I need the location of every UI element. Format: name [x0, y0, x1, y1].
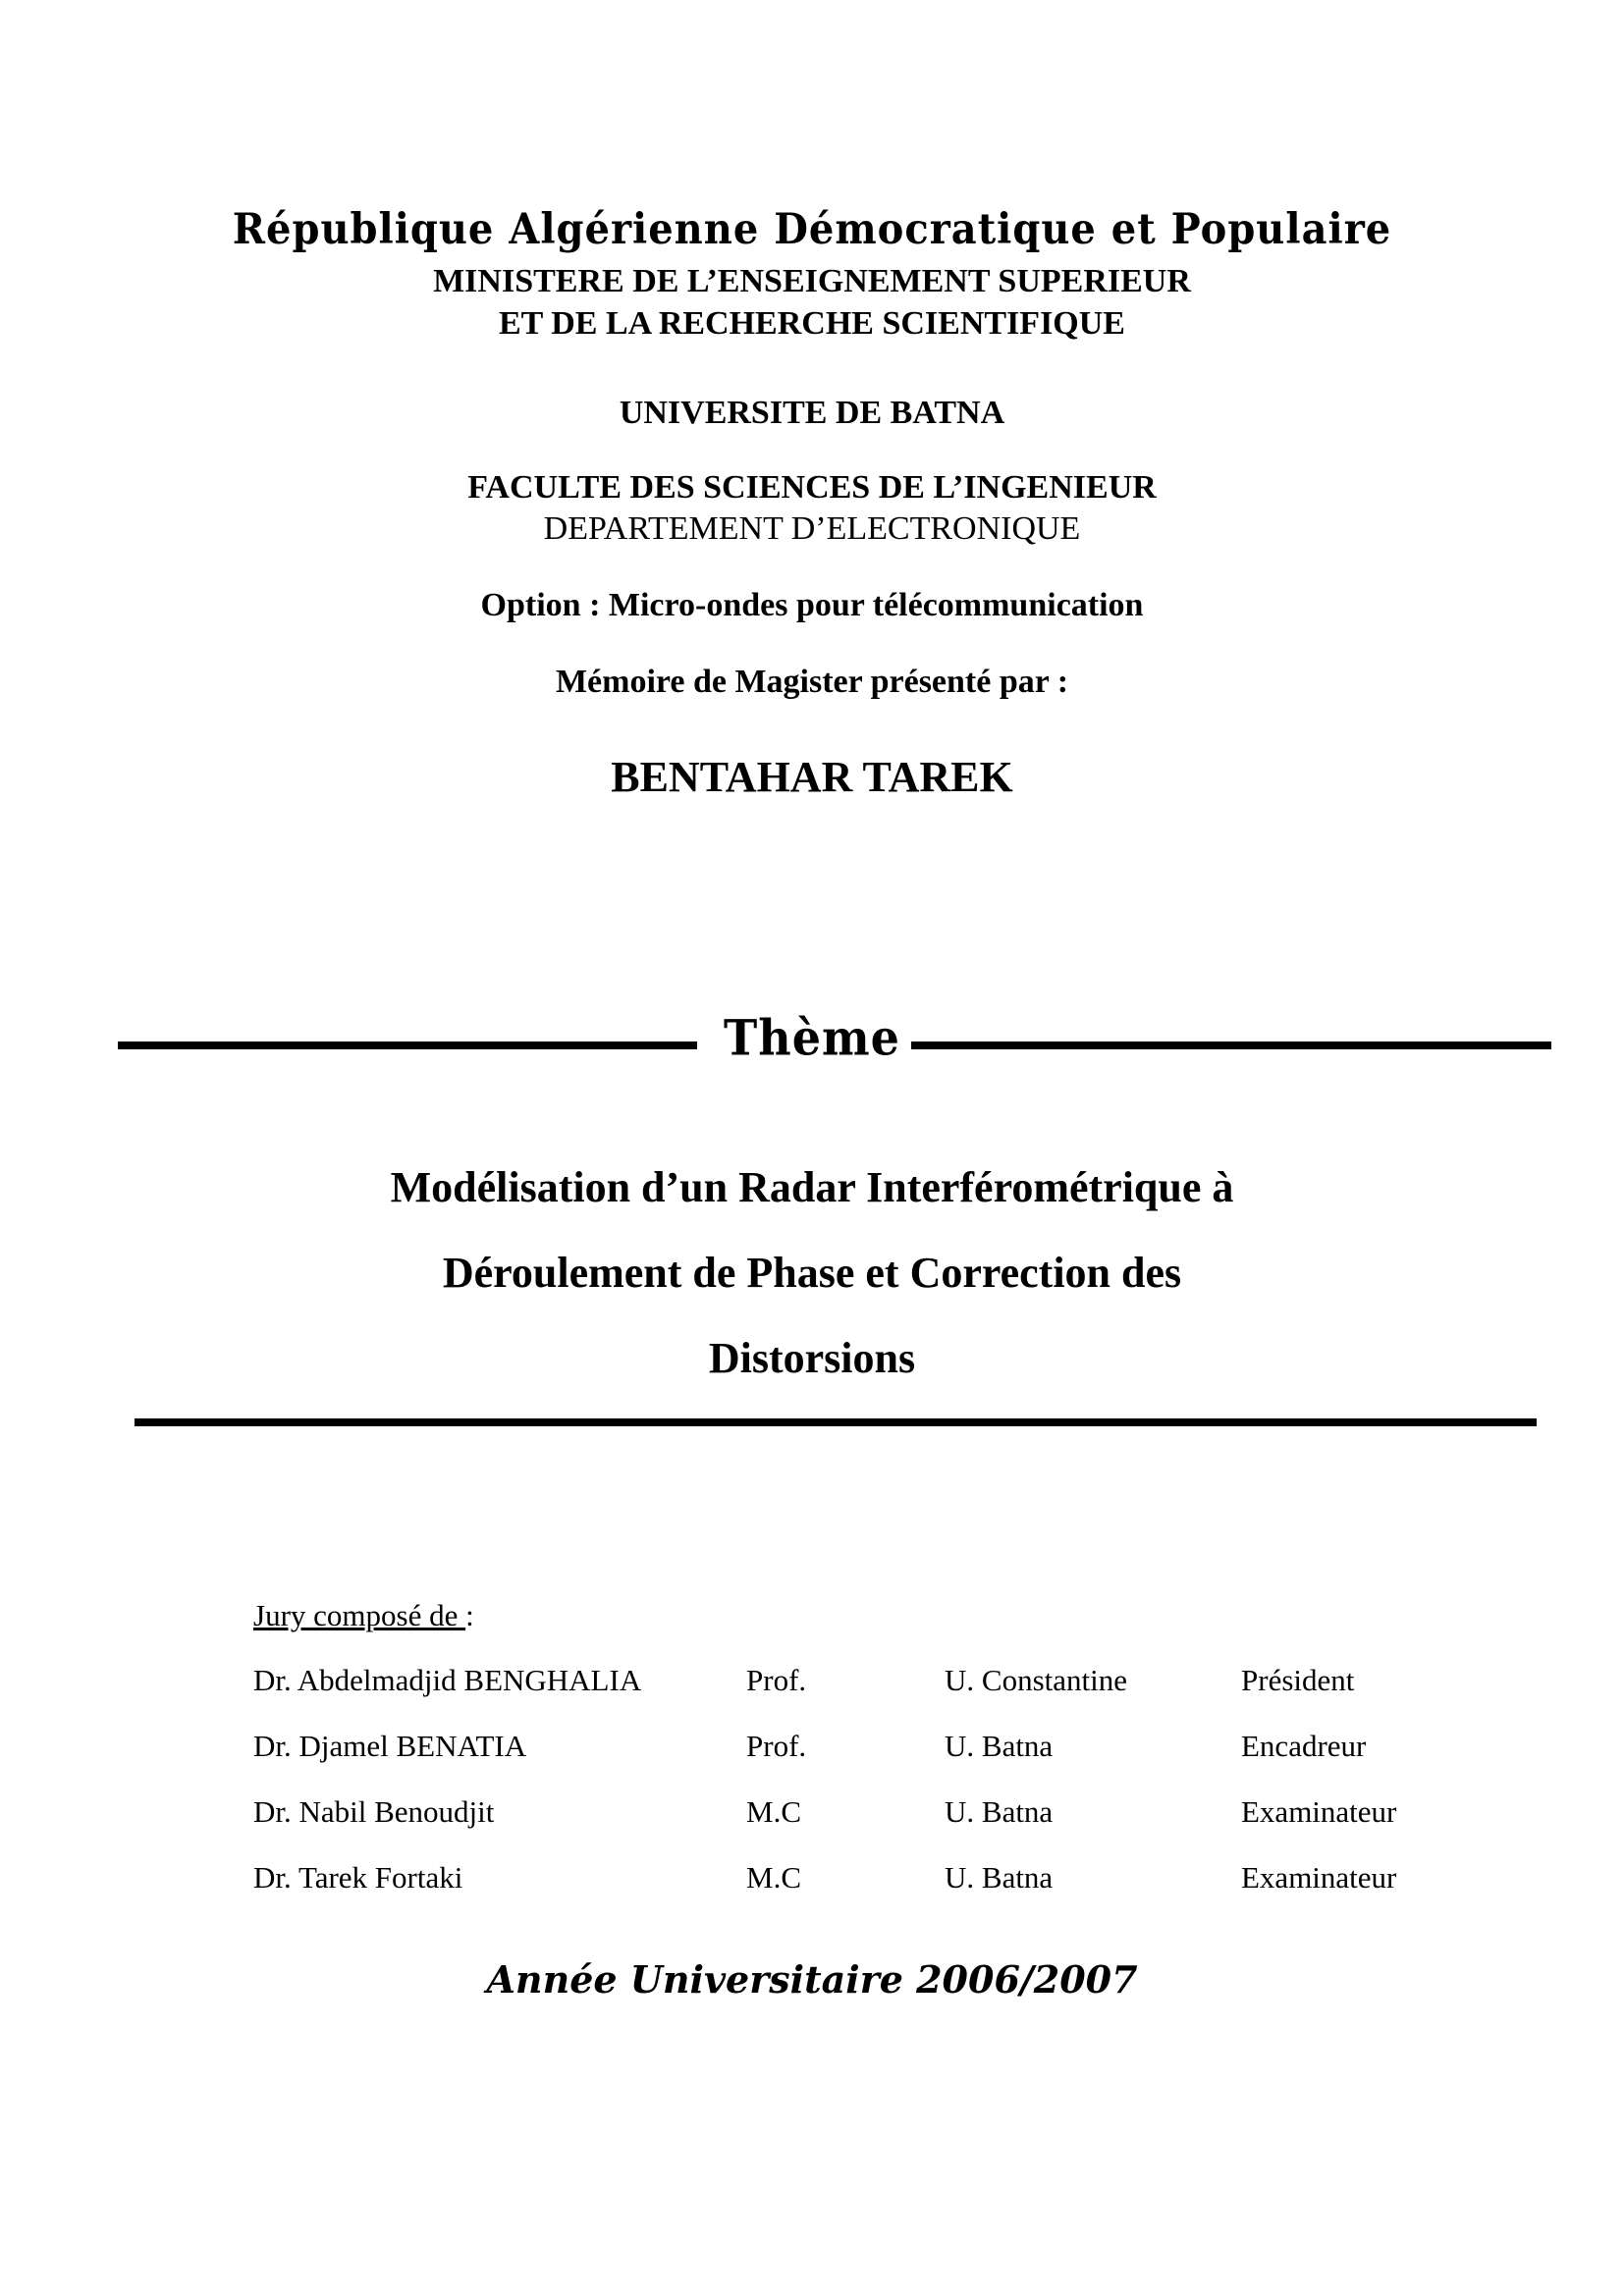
jury-label — [253, 1598, 474, 1633]
ministry-line-1: MINISTERE DE L’ENSEIGNEMENT SUPERIEUR — [433, 263, 1191, 299]
jury-member-university: U. Batna — [945, 1729, 1054, 1763]
thesis-title-line-2: Déroulement de Phase et Correction des — [442, 1249, 1182, 1297]
author-name: BENTAHAR TAREK — [611, 753, 1013, 801]
jury-member-grade: Prof. — [746, 1663, 807, 1697]
academic-year: Année Universitaire 2006/2007 — [486, 1957, 1138, 2002]
university-name: UNIVERSITE DE BATNA — [619, 395, 1005, 431]
title-bottom-rule — [135, 1418, 1537, 1426]
theme-rule-right — [911, 1041, 1551, 1049]
faculty-name: FACULTE DES SCIENCES DE L’INGENIEUR — [467, 469, 1157, 506]
jury-member-name: Dr. Nabil Benoudjit — [253, 1794, 495, 1829]
jury-member-grade: M.C — [746, 1860, 801, 1895]
jury-member-university: U. Constantine — [945, 1663, 1127, 1697]
jury-label-colon: : — [465, 1598, 474, 1632]
jury-label-text: Jury composé de — [253, 1598, 466, 1632]
memoire-line: Mémoire de Magister présenté par : — [555, 664, 1069, 700]
thesis-title-line-3: Distorsions — [708, 1334, 916, 1382]
jury-row — [0, 1663, 1624, 1702]
jury-row — [0, 1860, 1624, 1899]
jury-row — [0, 1794, 1624, 1834]
jury-member-role: Examinateur — [1241, 1794, 1397, 1829]
jury-member-name: Dr. Tarek Fortaki — [253, 1860, 463, 1895]
jury-member-name: Dr. Abdelmadjid BENGHALIA — [253, 1663, 642, 1697]
ministry-line-2: ET DE LA RECHERCHE SCIENTIFIQUE — [499, 305, 1125, 342]
department-name: DEPARTEMENT D’ELECTRONIQUE — [543, 510, 1081, 547]
jury-row — [0, 1729, 1624, 1768]
theme-label: Thème — [724, 1008, 900, 1067]
jury-member-university: U. Batna — [945, 1794, 1054, 1829]
option-line: Option : Micro-ondes pour télécommunication — [480, 587, 1144, 623]
jury-member-grade: M.C — [746, 1794, 801, 1829]
jury-member-role: Encadreur — [1241, 1729, 1367, 1763]
jury-member-university: U. Batna — [945, 1860, 1054, 1895]
jury-member-name: Dr. Djamel BENATIA — [253, 1729, 527, 1763]
jury-member-grade: Prof. — [746, 1729, 807, 1763]
jury-member-role: Examinateur — [1241, 1860, 1397, 1895]
republic-heading: République Algérienne Démocratique et Populaire — [232, 204, 1392, 254]
thesis-title-line-1: Modélisation d’un Radar Interférométrique à — [390, 1163, 1234, 1211]
jury-member-role: Président — [1241, 1663, 1355, 1697]
